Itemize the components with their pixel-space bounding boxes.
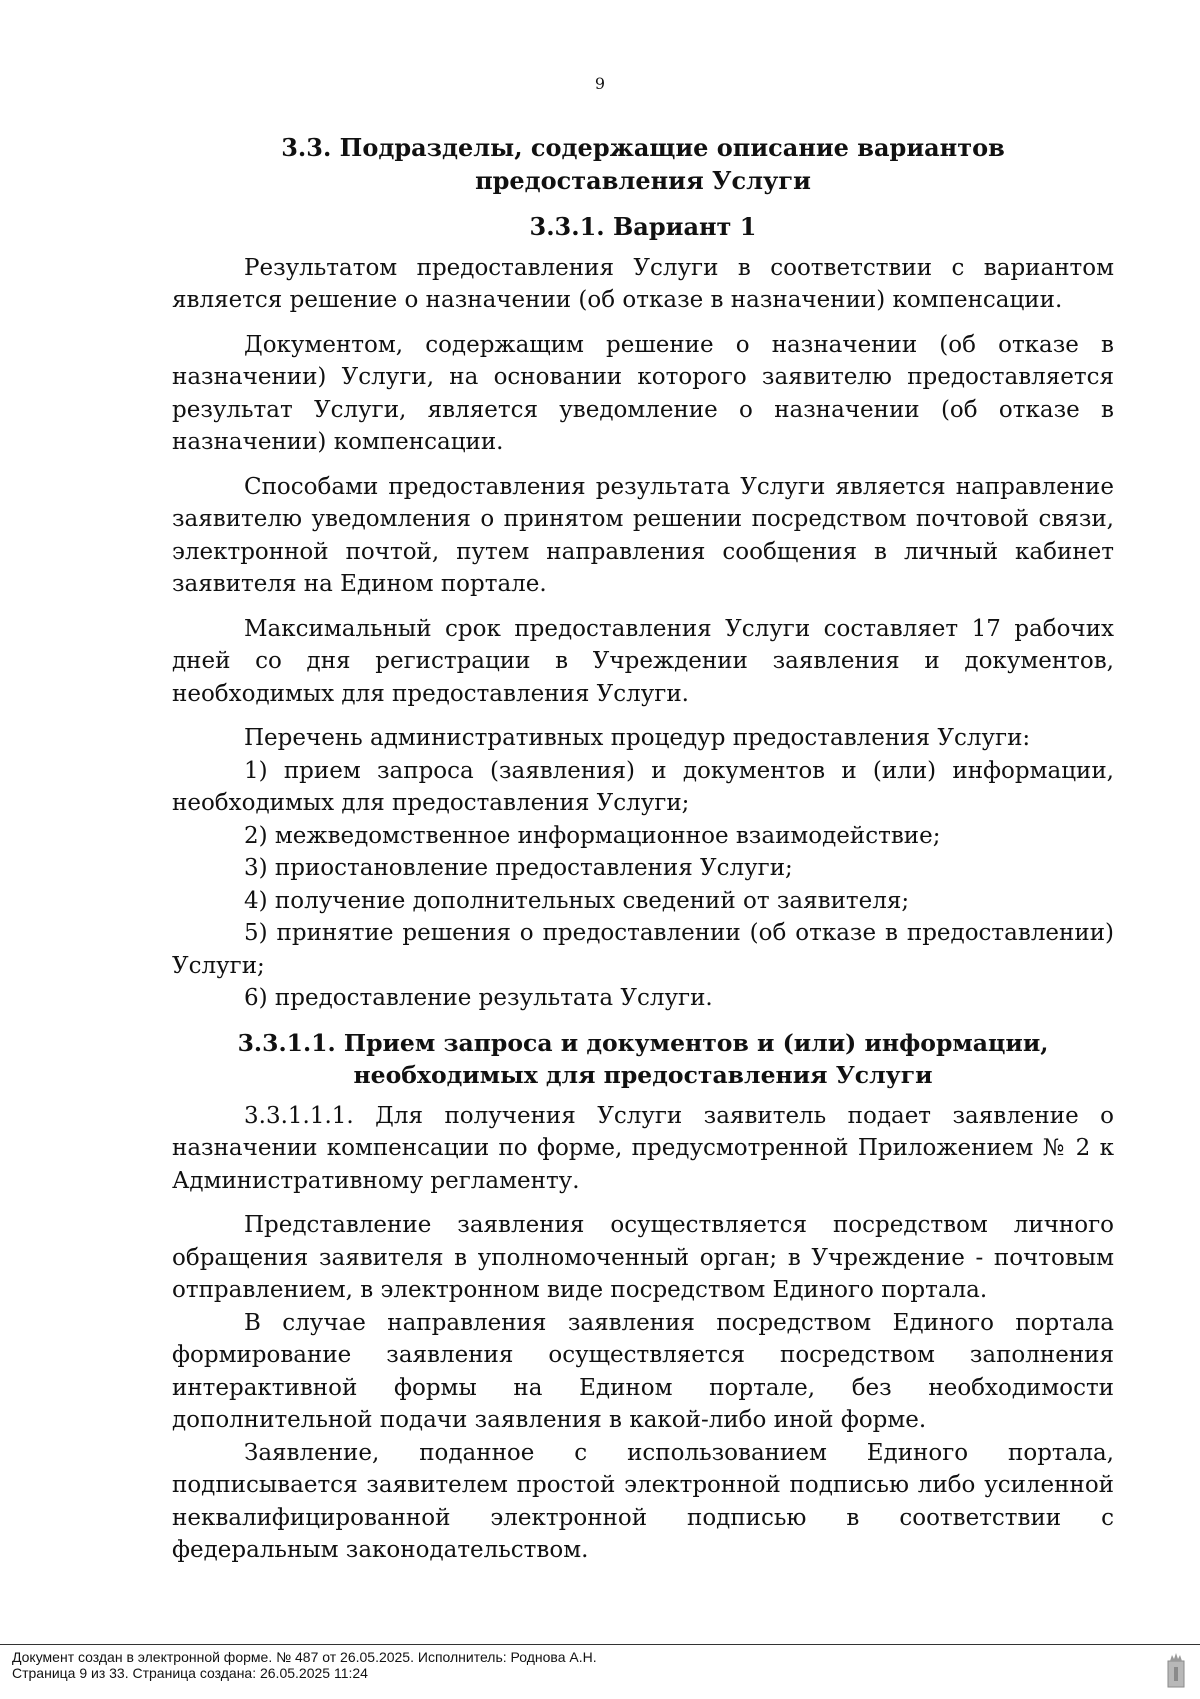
document-body bbox=[172, 132, 1114, 1567]
footer-line-1: Документ создан в электронной форме. № 487 от 26.05.2025. Исполнитель: Роднова А.Н. bbox=[12, 1649, 597, 1665]
paragraph-document: Документом, содержащим решение о назначении (об отказе в назначении) Услуги, на основании которого заявителю предоставляется результат Услуги, является уведомление о назначении (об отказе в назначении) компенсации. bbox=[172, 331, 1114, 455]
paragraph-application: 3.3.1.1.1. Для получения Услуги заявитель подает заявление о назначении компенсации по форме, предусмотренной Приложением № 2 к Административному регламенту. bbox=[172, 1102, 1114, 1194]
section-heading: 3.3. Подразделы, содержащие описание вариантов предоставления Услуги bbox=[281, 133, 1005, 195]
procedure-item: 3) приостановление предоставления Услуги; bbox=[244, 855, 793, 881]
paragraph-portal: В случае направления заявления посредством Единого портала формирование заявления осуществляется посредством заполнения интерактивной формы на Едином портале, без необходимости дополнительной подачи заявления в какой-либо иной форме. bbox=[172, 1309, 1114, 1433]
paragraph-methods: Способами предоставления результата Услуги является направление заявителю уведомления о принятом решении посредством почтовой связи, электронной почтой, путем направления сообщения в личный кабинет заявителя на Едином портале. bbox=[172, 473, 1114, 597]
procedures-intro: Перечень административных процедур предоставления Услуги: bbox=[244, 725, 1031, 751]
procedure-item: 6) предоставление результата Услуги. bbox=[244, 985, 713, 1011]
page-number: 9 bbox=[594, 74, 606, 93]
procedure-item: 5) принятие решения о предоставлении (об отказе в предоставлении) Услуги; bbox=[172, 920, 1114, 979]
procedure-item: 4) получение дополнительных сведений от заявителя; bbox=[244, 887, 910, 914]
procedure-item: 1) прием запроса (заявления) и документов и (или) информации, необходимых для предоставления Услуги; bbox=[172, 757, 1114, 816]
subsection-311-heading: 3.3.1.1. Прием запроса и документов и (или) информации, необходимых для предоставления Услуги bbox=[237, 1028, 1049, 1089]
coat-of-arms-icon bbox=[1166, 1651, 1186, 1691]
paragraph-submission: Представление заявления осуществляется посредством личного обращения заявителя в уполномоченный орган; в Учреждение - почтовым отправлением, в электронном виде посредством Единого портала. bbox=[172, 1212, 1114, 1303]
paragraph-term: Максимальный срок предоставления Услуги составляет 17 рабочих дней со дня регистрации в Учреждении заявления и документов, необходимых для предоставления Услуги. bbox=[172, 615, 1114, 707]
footer-line-2: Страница 9 из 33. Страница создана: 26.05.2025 11:24 bbox=[12, 1665, 368, 1681]
paragraph-result: Результатом предоставления Услуги в соответствии с вариантом является решение о назначении (об отказе в назначении) компенсации. bbox=[172, 254, 1114, 313]
footer-text bbox=[12, 1649, 597, 1681]
document-footer bbox=[0, 1644, 1200, 1699]
subsection-heading: 3.3.1. Вариант 1 bbox=[529, 212, 757, 241]
paragraph-signature: Заявление, поданное с использованием Единого портала, подписывается заявителем простой электронной подписью либо усиленной неквалифицированной электронной подписью в соответствии с федеральным законодательством. bbox=[172, 1439, 1114, 1563]
procedure-item: 2) межведомственное информационное взаимодействие; bbox=[244, 822, 941, 849]
